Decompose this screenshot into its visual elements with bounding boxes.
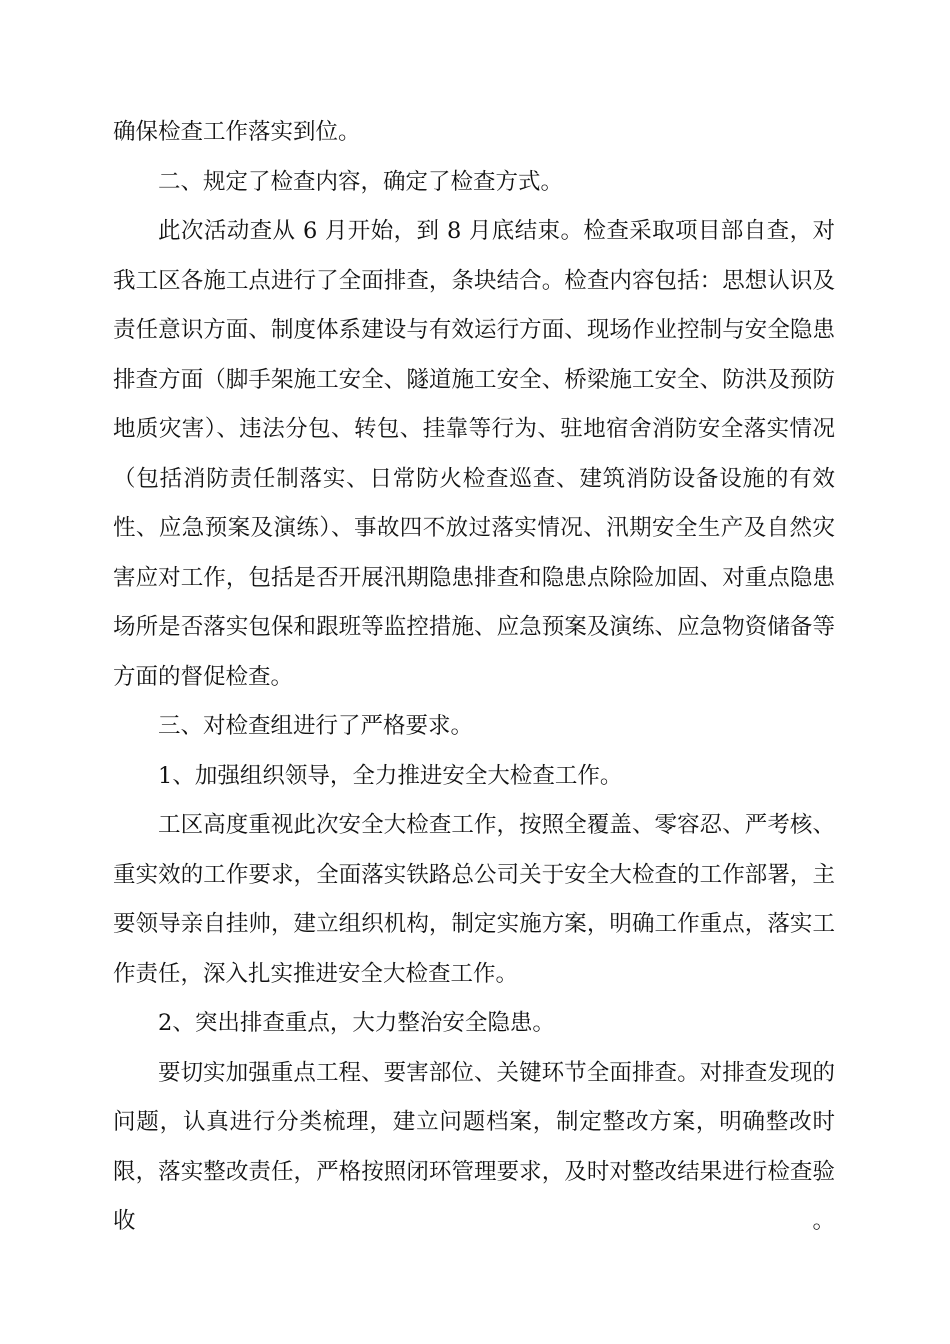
paragraph-continuation: 确保检查工作落实到位。 (113, 119, 361, 145)
document-body (113, 108, 835, 1247)
paragraph-leadership: 工区高度重视此次安全大检查工作，按照全覆盖、零容忍、严考核、重实效的工作要求，全面落实铁路总公司关于安全大检查的工作部署，主要领导亲自挂帅，建立组织机构，制定实施方案，明确工作重点，落实工作责任，深入扎实推进安全大检查工作。 (113, 812, 835, 987)
paragraph-inspection-content: 此次活动查从 6 月开始，到 8 月底结束。检查采取项目部自查，对我工区各施工点进行了全面排查，条块结合。检查内容包括：思想认识及责任意识方面、制度体系建设与有效运行方面、现场作业控制与安全隐患排查方面（脚手架施工安全、隧道施工安全、桥梁施工安全、防洪及预防地质灾害）、违法分包、转包、挂靠等行为、驻地宿舍消防安全落实情况（包括消防责任制落实、日常防火检查巡查、建筑消防设备设施的有效性、应急预案及演练）、事故四不放过落实情况、汛期安全生产及自然灾害应对工作，包括是否开展汛期隐患排查和隐患点除险加固、对重点隐患场所是否落实包保和跟班等监控措施、应急预案及演练、应急物资储备等方面的督促检查。 (113, 218, 835, 690)
subheading-1: 1、加强组织领导，全力推进安全大检查工作。 (158, 762, 623, 789)
section-heading-2: 二、规定了检查内容，确定了检查方式。 (158, 168, 564, 195)
section-heading-3: 三、对检查组进行了严格要求。 (158, 713, 474, 739)
paragraph-hazard-rectification: 要切实加强重点工程、要害部位、关键环节全面排查。对排查发现的问题，认真进行分类梳理，建立问题档案，制定整改方案，明确整改时限，落实整改责任，严格按照闭环管理要求，及时对整改结果进行检查验收。 (113, 1059, 835, 1234)
subheading-2: 2、突出排查重点，大力整治安全隐患。 (158, 1010, 555, 1036)
